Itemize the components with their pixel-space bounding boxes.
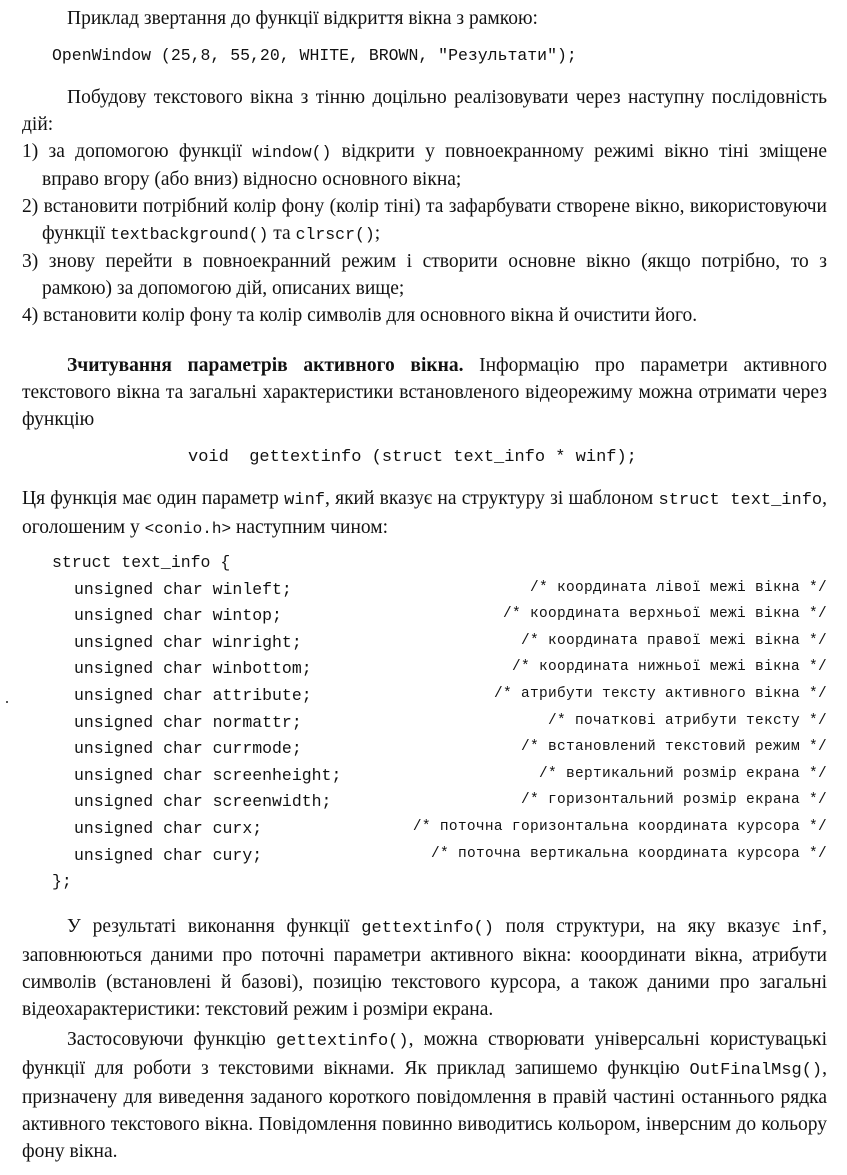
code-inline: gettextinfo() <box>275 1032 409 1051</box>
list-item: 3) знову перейти в повноекранний режим і створити основне вікно (якщо потрібно, то з рамкою) за допомогою дій, описаних вище; <box>22 251 827 299</box>
shadow-window-intro: Побудову текстового вікна з тінню доцільно реалізовувати через наступну послідовність дій: <box>22 87 827 135</box>
list-item: 4) встановити колір фону та колір символів для основного вікна й очистити його. <box>22 305 698 326</box>
struct-field: unsigned char winbottom; /* координата нижньої межі вікна */ <box>74 659 827 679</box>
section-heading: Зчитування параметрів активного вікна. <box>67 355 464 376</box>
code-inline: textbackground() <box>109 225 269 244</box>
params-paragraph: Зчитування параметрів активного вікна. Інформацію про параметри активного текстового вікна та загальні характеристики встановленого відеорежиму можна отримати через функцію <box>22 355 827 430</box>
code-comment: /* горизонтальний розмір екрана */ <box>520 792 827 809</box>
struct-footer: }; <box>52 872 72 892</box>
struct-field: unsigned char wintop; /* координата верхньої межі вікна */ <box>74 606 827 626</box>
scan-speck <box>6 701 8 703</box>
code-inline: winf <box>284 491 325 510</box>
struct-field: unsigned char curx; /* поточна горизонтальна координата курсора */ <box>74 818 827 838</box>
struct-field: unsigned char attribute; /* атрибути тексту активного вікна */ <box>74 685 827 705</box>
struct-field: unsigned char cury; /* поточна вертикальна координата курсора */ <box>74 845 827 865</box>
struct-field: unsigned char normattr; /* початкові атрибути тексту */ <box>74 712 827 732</box>
struct-field: unsigned char winleft; /* координата лівої межі вікна */ <box>74 579 827 599</box>
open-window-call-code: OpenWindow (25,8, 55,20, WHITE, BROWN, "Результати"); <box>52 46 577 65</box>
code-inline: window() <box>252 143 332 162</box>
function-description: Ця функція має один параметр winf, який вказує на структуру зі шаблоном struct text_info, оголошеним у <conio.h> наступним чином: <box>22 488 827 538</box>
gettextinfo-signature: void gettextinfo (struct text_info * winf); <box>188 448 637 467</box>
code-inline: <conio.h> <box>144 520 232 538</box>
code-comment: /* координата правої межі вікна */ <box>520 632 827 649</box>
code-inline: struct text_info <box>658 491 823 510</box>
struct-field: unsigned char screenwidth; /* горизонтальний розмір екрана */ <box>74 792 827 812</box>
code-comment: /* початкові атрибути тексту */ <box>547 712 827 729</box>
code-comment: /* поточна горизонтальна координата курсора */ <box>412 818 827 835</box>
code-comment: /* поточна вертикальна координата курсора */ <box>430 845 827 862</box>
struct-field: unsigned char screenheight; /* вертикальний розмір екрана */ <box>74 765 827 785</box>
list-item: 2) встановити потрібний колір фону (колір тіні) та зафарбувати створене вікно, використовуючи функції textbackground() та clrscr(); <box>22 196 827 244</box>
code-comment: /* координата нижньої межі вікна */ <box>511 659 827 676</box>
code-inline: inf <box>791 919 823 938</box>
struct-code-block <box>52 553 832 899</box>
steps-list <box>22 138 827 329</box>
code-comment: /* координата верхньої межі вікна */ <box>502 606 827 623</box>
struct-header: struct text_info { <box>52 553 231 572</box>
code-comment: /* вертикальний розмір екрана */ <box>538 765 827 782</box>
code-comment: /* координата лівої межі вікна */ <box>529 579 827 596</box>
struct-field: unsigned char winright; /* координата правої межі вікна */ <box>74 632 827 652</box>
list-item: 1) за допомогою функції window() відкрити у повноекранному режимі вікно тіні зміщене вправо вгору (або вниз) відносно основного вікна; <box>22 141 828 190</box>
struct-field: unsigned char currmode; /* встановлений текстовий режим */ <box>74 739 827 759</box>
apply-paragraph: Застосовуючи функцію gettextinfo(), можна створювати універсальні користувацькі функції для роботи з текстовими вікнами. Як приклад запишемо функцію OutFinalMsg(), призначену для виведення заданого короткого повідомлення в правій частині останнього рядка активного текстового вікна. Повідомлення повинно виводитись кольором, інверсним до кольору фону вікна. <box>22 1029 827 1162</box>
result-paragraph: У результаті виконання функції gettextinfo() поля структури, на яку вказує inf, заповнюються даними про поточні параметри активного вікна: кооординати вікна, атрибути символів (встановлені й базові), позицію текстового курсора, а також даними про загальні відеохарактеристики: текстовий режим і розміри екрана. <box>22 916 827 1020</box>
code-inline: OutFinalMsg() <box>689 1061 823 1080</box>
code-comment: /* атрибути тексту активного вікна */ <box>493 685 827 702</box>
code-inline: clrscr() <box>295 225 375 244</box>
intro-text: Приклад звертання до функції відкриття вікна з рамкою: <box>67 8 538 29</box>
code-inline: gettextinfo() <box>361 919 494 938</box>
code-comment: /* встановлений текстовий режим */ <box>520 739 827 756</box>
